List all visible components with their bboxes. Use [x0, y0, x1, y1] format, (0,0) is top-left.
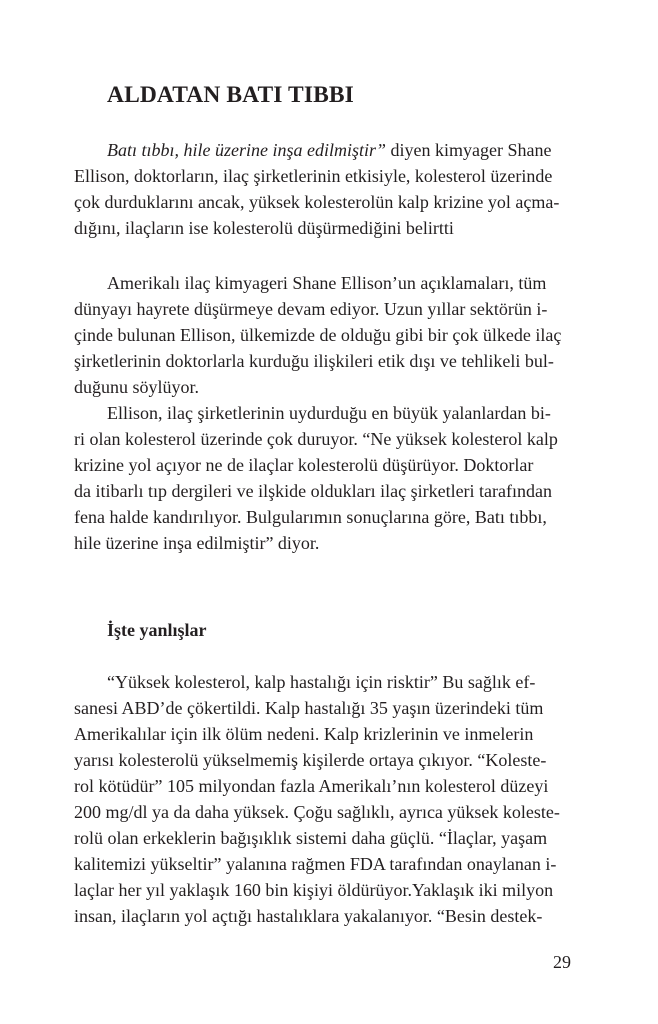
- page-title: ALDATAN BATI TIBBI: [107, 82, 354, 108]
- text-line: sanesi ABD’de çökertildi. Kalp hastalığı 35 yaşın üzerindeki tüm: [74, 698, 544, 718]
- text-line: rolü olan erkeklerin bağışıklık sistemi daha güçlü. “İlaçlar, yaşam: [74, 828, 548, 848]
- text-line: hile üzerine inşa edilmiştir” diyor.: [74, 533, 320, 553]
- text-line: yarısı kolesterolü yükselmemiş kişilerde ortaya çıkıyor. “Koleste-: [74, 750, 547, 770]
- italic-quote: Batı tıbbı, hile üzerine inşa edilmiştir”: [107, 140, 386, 160]
- page-number: 29: [553, 952, 571, 972]
- text-line: duğunu söylüyor.: [74, 377, 200, 397]
- text-line: kalitemizi yükseltir” yalanına rağmen FDA tarafından onaylanan i-: [74, 854, 557, 874]
- text-line: dünyayı hayrete düşürmeye devam ediyor. Uzun yıllar sektörün i-: [74, 299, 548, 319]
- text-line: çok durduklarını ancak, yüksek kolesterolün kalp krizine yol açma-: [74, 192, 560, 212]
- section-heading: İşte yanlışlar: [107, 620, 207, 640]
- text-line: krizine yol açıyor ne de ilaçlar kolesterolü düşürüyor. Doktorlar: [74, 455, 534, 475]
- text-line: Ellison, doktorların, ilaç şirketlerinin etkisiyle, kolesterol üzerinde: [74, 166, 553, 186]
- text-line: insan, ilaçların yol açtığı hastalıklara yakalanıyor. “Besin destek-: [74, 906, 543, 926]
- text-line: rol kötüdür” 105 milyondan fazla Amerikalı’nın kolesterol düzeyi: [74, 776, 549, 796]
- paragraph-2: [74, 400, 584, 556]
- text-line: dığını, ilaçların ise kolesterolü düşürmediğini belirtti: [74, 218, 454, 238]
- text-line: [74, 137, 584, 163]
- text-line: da itibarlı tıp dergileri ve ilşkide oldukları ilaç şirketleri tarafından: [74, 481, 553, 501]
- text-line: “Yüksek kolesterol, kalp hastalığı için risktir” Bu sağlık ef-: [107, 672, 536, 692]
- text-line: fena halde kandırılıyor. Bulgularımın sonuçlarına göre, Batı tıbbı,: [74, 507, 547, 527]
- text-line: Amerikalılar için ilk ölüm nedeni. Kalp krizlerinin ve inmelerin: [74, 724, 534, 744]
- text-line: Amerikalı ilaç kimyageri Shane Ellison’un açıklamaları, tüm: [107, 273, 547, 293]
- paragraph-1: [74, 270, 584, 400]
- intro-paragraph: [74, 137, 584, 241]
- text-line: çinde bulunan Ellison, ülkemizde de olduğu gibi bir çok ülkede ilaç: [74, 325, 562, 345]
- text-span: diyen kimyager Shane: [386, 140, 552, 160]
- text-line: şirketlerinin doktorlarla kurduğu ilişkileri etik dışı ve tehlikeli bul-: [74, 351, 554, 371]
- text-line: ri olan kolesterol üzerinde çok duruyor. “Ne yüksek kolesterol kalp: [74, 429, 558, 449]
- text-line: 200 mg/dl ya da daha yüksek. Çoğu sağlıklı, ayrıca yüksek koleste-: [74, 802, 560, 822]
- text-line: laçlar her yıl yaklaşık 160 bin kişiyi öldürüyor.Yaklaşık iki milyon: [74, 880, 554, 900]
- section-paragraph: [74, 669, 584, 929]
- text-line: Ellison, ilaç şirketlerinin uydurduğu en büyük yalanlardan bi-: [107, 403, 551, 423]
